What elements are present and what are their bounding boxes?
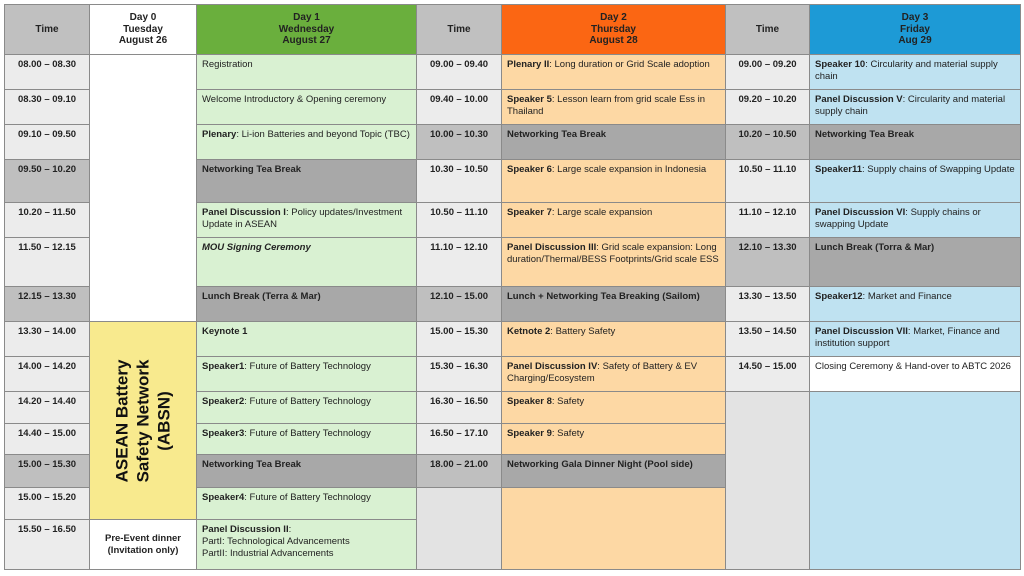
time-slot: 14.50 – 15.00 [726, 357, 810, 392]
time-slot: 10.50 – 11.10 [417, 203, 502, 238]
time-slot: 08.00 – 08.30 [5, 55, 90, 90]
day2-session: Speaker 8: Safety [502, 392, 726, 424]
time-slot: 15.30 – 16.30 [417, 357, 502, 392]
day1-session: Panel Discussion II: PartI: Technological Advancements PartII: Industrial Advancements [197, 520, 417, 570]
day0-pre-event-dinner: Pre-Event dinner (Invitation only) [90, 520, 197, 570]
time-slot: 13.30 – 13.50 [726, 287, 810, 322]
time-slot: 09.50 – 10.20 [5, 160, 90, 203]
day2-header: Day 2 Thursday August 28 [502, 5, 726, 55]
day2-break: Networking Tea Break [502, 125, 726, 160]
time-slot: 11.10 – 12.10 [417, 238, 502, 287]
day3-header: Day 3 Friday Aug 29 [810, 5, 1021, 55]
day2-empty-evening [502, 488, 726, 570]
day3-session: Speaker12: Market and Finance [810, 287, 1021, 322]
time-slot: 12.10 – 13.30 [726, 238, 810, 287]
time-slot: 11.10 – 12.10 [726, 203, 810, 238]
time-slot: 18.00 – 21.00 [417, 455, 502, 488]
time-slot: 10.30 – 10.50 [417, 160, 502, 203]
day3-empty-time [726, 392, 810, 570]
time-slot: 14.00 – 14.20 [5, 357, 90, 392]
day3-session: Panel Discussion VI: Supply chains or swapping Update [810, 203, 1021, 238]
day1-session: Plenary: Li-ion Batteries and beyond Topic (TBC) [197, 125, 417, 160]
day2-session: Panel Discussion IV: Safety of Battery & EV Charging/Ecosystem [502, 357, 726, 392]
time-slot: 16.30 – 16.50 [417, 392, 502, 424]
time-slot: 09.00 – 09.20 [726, 55, 810, 90]
day2-session: Plenary II: Long duration or Grid Scale adoption [502, 55, 726, 90]
time-slot: 09.20 – 10.20 [726, 90, 810, 125]
day3-break: Networking Tea Break [810, 125, 1021, 160]
day3-session: Speaker 10: Circularity and material supply chain [810, 55, 1021, 90]
day1-session: Welcome Introductory & Opening ceremony [197, 90, 417, 125]
time-slot: 08.30 – 09.10 [5, 90, 90, 125]
time-slot: 12.15 – 13.30 [5, 287, 90, 322]
time-slot: 14.40 – 15.00 [5, 424, 90, 455]
time-slot: 15.00 – 15.30 [417, 322, 502, 357]
day1-session: Keynote 1 [197, 322, 417, 357]
time-slot: 15.00 – 15.20 [5, 488, 90, 520]
day2-break: Lunch + Networking Tea Breaking (Sailom) [502, 287, 726, 322]
day1-session: Speaker2: Future of Battery Technology [197, 392, 417, 424]
day1-session: Speaker1: Future of Battery Technology [197, 357, 417, 392]
day1-break: Networking Tea Break [197, 455, 417, 488]
day3-session: Closing Ceremony & Hand-over to ABTC 2026 [810, 357, 1021, 392]
day1-break: Lunch Break (Terra & Mar) [197, 287, 417, 322]
time-slot: 10.20 – 11.50 [5, 203, 90, 238]
time-slot: 15.50 – 16.50 [5, 520, 90, 570]
day3-empty-afternoon [810, 392, 1021, 570]
time-slot: 10.20 – 10.50 [726, 125, 810, 160]
day2-session: Speaker 7: Large scale expansion [502, 203, 726, 238]
day1-session: Speaker3: Future of Battery Technology [197, 424, 417, 455]
time-header-left: Time [5, 5, 90, 55]
time-slot: 13.50 – 14.50 [726, 322, 810, 357]
absn-title: ASEAN Battery Safety Network (ABSN) [112, 359, 174, 482]
day1-session: Registration [197, 55, 417, 90]
time-slot: 11.50 – 12.15 [5, 238, 90, 287]
day0-header: Day 0 Tuesday August 26 [90, 5, 197, 55]
time-slot: 13.30 – 14.00 [5, 322, 90, 357]
absn-block [90, 322, 197, 520]
time-header-right: Time [726, 5, 810, 55]
time-slot: 09.00 – 09.40 [417, 55, 502, 90]
time-slot: 10.00 – 10.30 [417, 125, 502, 160]
day1-header: Day 1 Wednesday August 27 [197, 5, 417, 55]
day1-break: Networking Tea Break [197, 160, 417, 203]
time-slot: 09.10 – 09.50 [5, 125, 90, 160]
day2-session: Panel Discussion III: Grid scale expansion: Long duration/Thermal/BESS Footprints/Grid scale ESS [502, 238, 726, 287]
day3-break: Lunch Break (Torra & Mar) [810, 238, 1021, 287]
day1-session: Speaker4: Future of Battery Technology [197, 488, 417, 520]
day2-dinner: Networking Gala Dinner Night (Pool side) [502, 455, 726, 488]
time-slot: 14.20 – 14.40 [5, 392, 90, 424]
day3-session: Panel Discussion V: Circularity and material supply chain [810, 90, 1021, 125]
time-slot: 16.50 – 17.10 [417, 424, 502, 455]
day1-session: Panel Discussion I: Policy updates/Investment Update in ASEAN [197, 203, 417, 238]
day3-session: Speaker11: Supply chains of Swapping Update [810, 160, 1021, 203]
time-slot: 10.50 – 11.10 [726, 160, 810, 203]
day2-session: Speaker 9: Safety [502, 424, 726, 455]
day1-session: MOU Signing Ceremony [197, 238, 417, 287]
schedule-table [4, 4, 1021, 570]
time-slot: 15.00 – 15.30 [5, 455, 90, 488]
day0-empty-morning [90, 55, 197, 322]
day2-empty-time [417, 488, 502, 570]
day2-session: Ketnote 2: Battery Safety [502, 322, 726, 357]
time-slot: 12.10 – 15.00 [417, 287, 502, 322]
time-header-mid: Time [417, 5, 502, 55]
day2-session: Speaker 6: Large scale expansion in Indonesia [502, 160, 726, 203]
time-slot: 09.40 – 10.00 [417, 90, 502, 125]
day2-session: Speaker 5: Lesson learn from grid scale Ess in Thailand [502, 90, 726, 125]
day3-session: Panel Discussion VII: Market, Finance and institution support [810, 322, 1021, 357]
